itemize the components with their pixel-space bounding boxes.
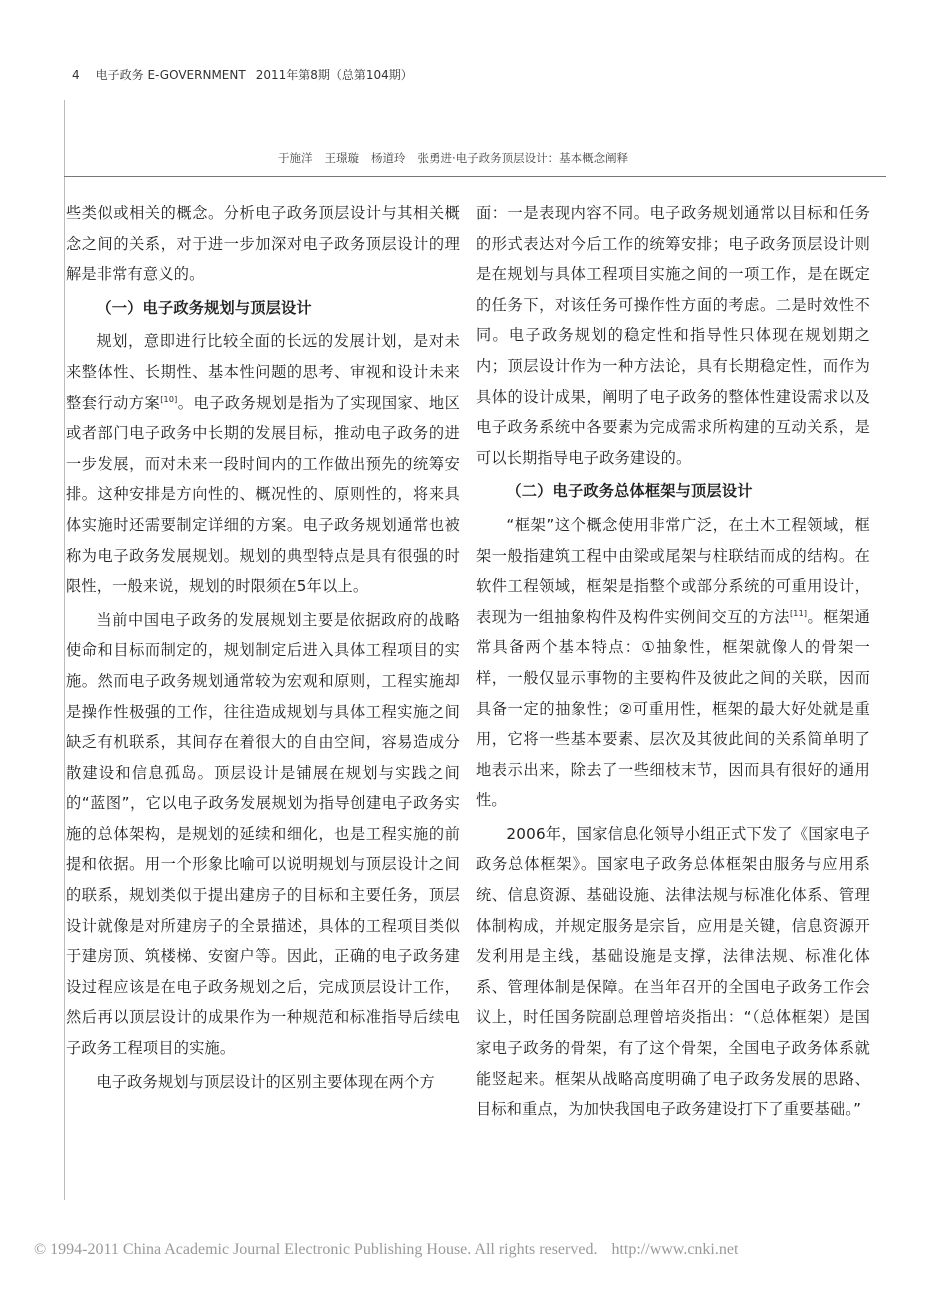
journal-name: 电子政务 E-GOVERNMENT [95, 68, 246, 82]
paragraph: 当前中国电子政务的发展规划主要是依据政府的战略使命和目标而制定的，规划制定后进入具体工程项目的实施。然而电子政务规划通常较为宏观和原则，工程实施却是操作性极强的工作，往往造成规划与具体工程实施之间缺乏有机联系，其间存在着很大的自由空间，容易造成分散建设和信息孤岛。顶层设计是铺展在规划与实践之间的“蓝图”，它以电子政务发展规划为指导创建电子政务实施的总体架构，是规划的延续和细化，也是工程实施的前提和依据。用一个形象比喻可以说明规划与顶层设计之间的联系，规划类似于提出建房子的目标和主要任务，顶层设计就像是对所建房子的全景描述，具体的工程项目类似于建房顶、筑楼梯、安窗户等。因此，正确的电子政务建设过程应该是在电子政务规划之后，完成顶层设计工作，然后再以顶层设计的成果作为一种规范和标准指导后续电子政务工程项目的实施。 [66, 610, 460, 1058]
footer [34, 1241, 752, 1259]
issue-info: 2011年第8期（总第104期） [255, 68, 413, 82]
paragraph: 2006年，国家信息化领导小组正式下发了《国家电子政务总体框架》。国家电子政务总体框架由服务与应用系统、信息资源、基础设施、法律法规与标准化体系、管理体制构成，并规定服务是宗旨，应用是关键，信息资源开发利用是主线，基础设施是支撑，法律法规、标准化体系、管理体制是保障。在当年召开的全国电子政务工作会议上，时任国务院副总理曾培炎指出：“（总体框架）是国家电子政务的骨架，有了这个骨架，全国电子政务体系就能竖起来。框架从战略高度明确了电子政务发展的思路、目标和重点，为加快我国电子政务建设打下了重要基础。” [476, 824, 870, 1119]
paragraph-text: 规划，意即进行比较全面的长远的发展计划，是对未来整体性、长期性、基本性问题的思考、审视和设计未来整套行动方案 [66, 332, 460, 412]
page-number: 4 [72, 68, 80, 82]
paragraph [476, 510, 870, 816]
author-name: 王璟璇 [324, 151, 359, 165]
margin-rule [64, 100, 65, 1200]
header-rule [64, 176, 886, 177]
paragraph: 些类似或相关的概念。分析电子政务顶层设计与其相关概念之间的关系，对于进一步加深对电子政务顶层设计的理解是非常有意义的。 [66, 204, 460, 284]
citation-ref[interactable]: [10] [160, 394, 178, 404]
paragraph: 电子政务规划与顶层设计的区别主要体现在两个方 [96, 1072, 435, 1091]
section-heading: （一）电子政务规划与顶层设计 [96, 298, 312, 317]
paragraph: 面：一是表现内容不同。电子政务规划通常以目标和任务的形式表达对今后工作的统筹安排；电子政务顶层设计则是在规划与具体工程项目实施之间的一项工作，是在既定的任务下，对该任务可操作性方面的考虑。二是时效性不同。电子政务规划的稳定性和指导性只体现在规划期之内；顶层设计作为一种方法论，具有长期稳定性，而作为具体的设计成果，阐明了电子政务的整体性建设需求以及电子政务系统中各要素为完成需求所构建的互动关系，是可以长期指导电子政务建设的。 [476, 204, 870, 467]
section-heading: （二）电子政务总体框架与顶层设计 [506, 482, 753, 501]
article-running-title [278, 150, 678, 166]
paragraph [66, 326, 460, 601]
left-column [66, 198, 460, 1097]
author-name: 杨道玲 [371, 151, 406, 165]
footer-url[interactable]: http://www.cnki.net [611, 1241, 739, 1258]
article-title: ·电子政务顶层设计：基本概念阐释 [452, 151, 629, 165]
author-name: 张勇进 [417, 151, 452, 165]
author-name: 于施洋 [278, 151, 313, 165]
citation-ref[interactable]: [11] [789, 608, 808, 618]
running-head [72, 66, 423, 83]
right-column [476, 198, 870, 1125]
paragraph-text: 。电子政务规划是指为了实现国家、地区或者部门电子政务中长期的发展目标，推动电子政务的进一步发展，而对未来一段时间内的工作做出预先的统筹安排。这种安排是方向性的、概况性的、原则性的，将来具体实施时还需要制定详细的方案。电子政务规划通常也被称为电子政务发展规划。规划的典型特点是具有很强的时限性，一般来说，规划的时限须在5年以上。 [66, 393, 461, 596]
paragraph-text: “框架”这个概念使用非常广泛，在土木工程领域，框架一般指建筑工程中由梁或尾架与柱联结而成的结构。在软件工程领域，框架是指整个或部分系统的可重用设计，表现为一组抽象构件及构件实例间交互的方法 [476, 515, 870, 626]
copyright-text: © 1994-2011 China Academic Journal Electronic Publishing House. All rights reserved. [34, 1241, 598, 1258]
paragraph-text: 。框架通常具备两个基本特点：①抽象性，框架就像人的骨架一样，一般仅显示事物的主要构件及彼此之间的关联，因而具备一定的抽象性；②可重用性，框架的最大好处就是重用，它将一些基本要素、层次及其彼此间的关系简单明了地表示出来，除去了一些细枝末节，因而具有很好的通用性。 [476, 607, 870, 810]
